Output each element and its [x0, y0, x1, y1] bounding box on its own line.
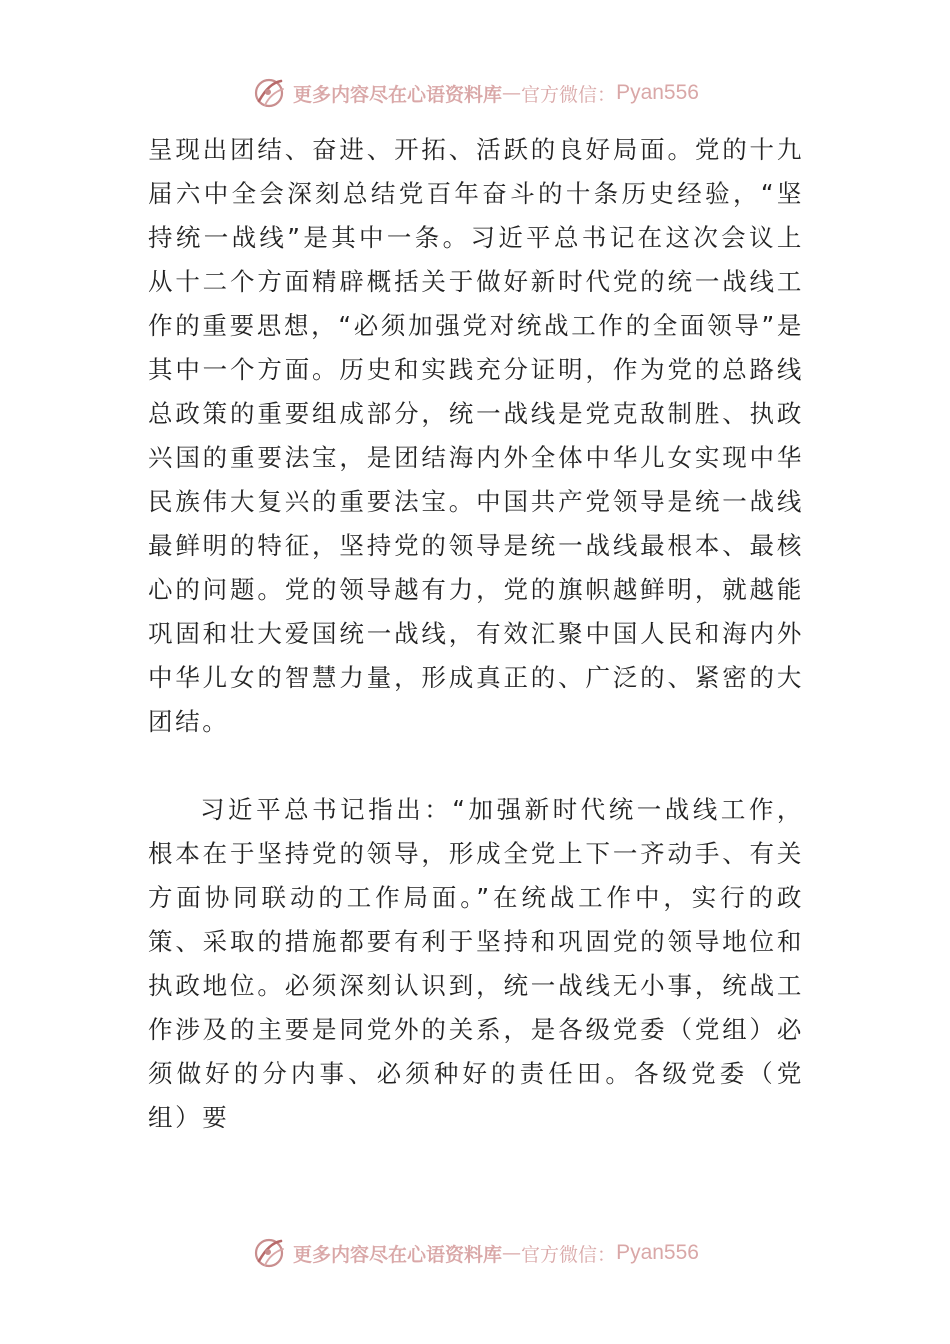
logo-icon [251, 1235, 287, 1271]
paragraph-1: 呈现出团结、奋进、开拓、活跃的良好局面。党的十九届六中全会深刻总结党百年奋斗的十条历史经验，“坚持统一战线”是其中一条。习近平总书记在这次会议上从十二个方面精辟概括关于做好新时代党的统一战线工作的重要思想，“必须加强党对统战工作的全面领导”是其中一个方面。历史和实践充分证明，作为党的总路线总政策的重要组成部分，统一战线是党克敌制胜、执政兴国的重要法宝，是团结海内外全体中华儿女实现中华民族伟大复兴的重要法宝。中国共产党领导是统一战线最鲜明的特征，坚持党的领导是统一战线最根本、最核心的问题。党的领导越有力，党的旗帜越鲜明，就越能巩固和壮大爱国统一战线，有效汇聚中国人民和海内外中华儿女的智慧力量，形成真正的、广泛的、紧密的大团结。 [148, 135, 804, 736]
watermark-label: 官方微信： [521, 83, 617, 106]
watermark-separator: — [502, 1242, 522, 1264]
paragraph-2: 习近平总书记指出：“加强新时代统一战线工作，根本在于坚持党的领导，形成全党上下一齐动手、有关方面协同联动的工作局面。”在统战工作中，实行的政策、采取的措施都要有利于坚持和巩固党的领导地位和执政地位。必须深刻认识到，统一战线无小事，统战工作涉及的主要是同党外的关系，是各级党委（党组）必须做好的分内事、必须种好的责任田。各级党委（党组）要 [148, 795, 804, 1132]
watermark-text: 更多内容尽在心语资料库 [293, 83, 503, 106]
watermark-wechat-id: Pyan556 [616, 81, 699, 104]
watermark-separator: — [502, 82, 522, 104]
logo-icon [251, 75, 287, 111]
watermark-text: 更多内容尽在心语资料库 [293, 1243, 503, 1266]
footer-watermark [0, 1228, 950, 1278]
document-body [148, 128, 804, 1140]
watermark-wechat-id: Pyan556 [616, 1241, 699, 1264]
header-watermark [0, 68, 950, 118]
watermark-label: 官方微信： [521, 1243, 617, 1266]
